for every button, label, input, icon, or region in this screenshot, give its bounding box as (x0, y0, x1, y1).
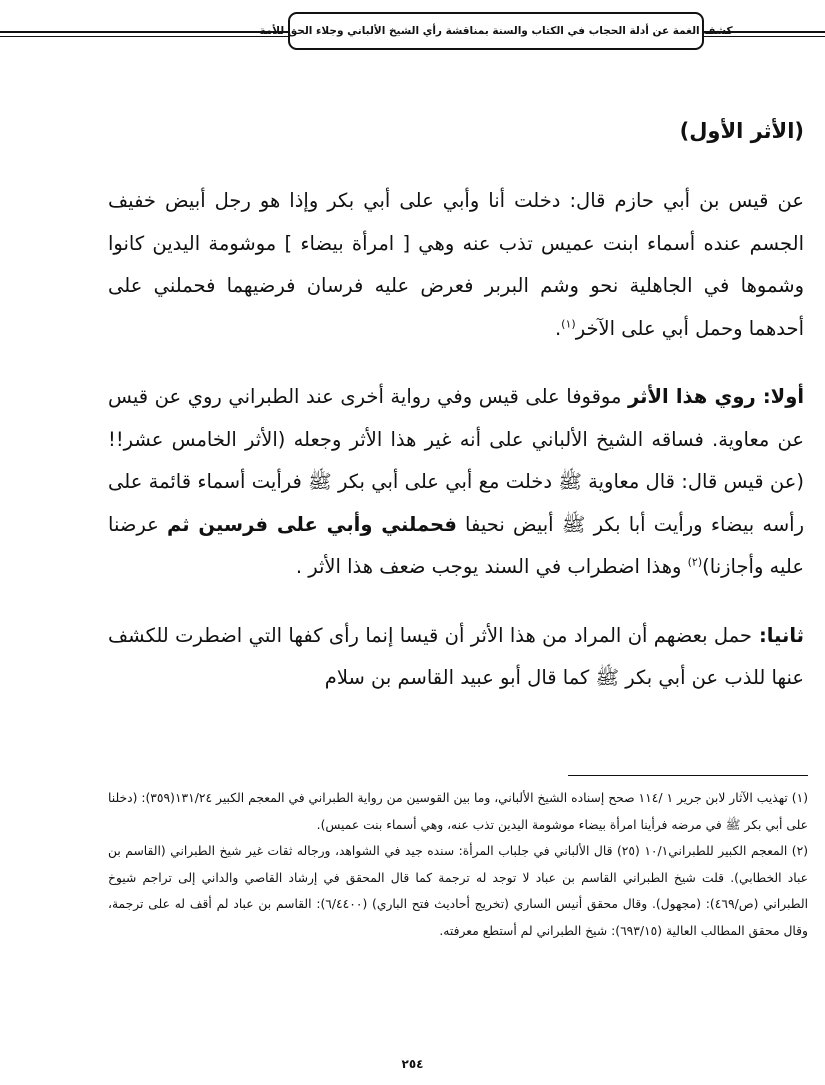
paragraph-athar-text: عن قيس بن أبي حازم قال: دخلت أنا وأبي على أبي بكر وإذا هو رجل أبيض خفيف الجسم عنده أسماء ابنت عميس تذب عنه وهي [ امرأة بيضاء ] موشومة اليدين كانوا وشموها في الجاهلية نحو وشم البربر فعرض عليه فرسان فرضيهما فحملني على أحدهما وحمل أبي على الآخر (108, 189, 804, 340)
footnote-ref-2[interactable]: (٢) (687, 555, 703, 569)
first-point-text: موقوفا على قيس وفي رواية أخرى عند الطبراني روي عن قيس عن معاوية. فساقه الشيخ الألباني على أنه غير هذا الأثر وجعله (الأثر الخامس عشر!! (عن قيس قال: قال معاوية ﷺ دخلت مع أبي على أبي بكر ﷺ فرأيت أسماء قائمة على رأسه بيضاء ورأيت أبا بكر ﷺ أبيض نحيفا (108, 385, 804, 536)
first-point-bold-quote: فحملني وأبي على فرسين ثم (167, 512, 457, 536)
paragraph-second-point (108, 615, 804, 700)
paragraph-athar (108, 180, 804, 350)
running-header-title: كشف الغمة عن أدلة الحجاب في الكتاب والسنة بمناقشة رأي الشيخ الألباني وجلاء الحق للأمة (259, 25, 733, 37)
footnotes (108, 785, 808, 944)
footnote-1: (١) تهذيب الآثار لابن جرير ١ /١١٤ صحح إسناده الشيخ الألباني، وما بين القوسين من رواية الطبراني في المعجم الكبير ١٣١/٢٤(٣٥٩): (دخلنا على أبي بكر ﷺ في مرضه فرأينا امرأة بيضاء موشومة اليدين تذب عنه، وهي أسماء بنت عميس). (108, 791, 808, 832)
paragraph-first-point (108, 376, 804, 589)
running-header (259, 12, 733, 50)
first-point-bold: روي هذا الأثر (628, 385, 756, 408)
main-text (108, 110, 804, 700)
footnote-ref-1[interactable]: (١) (561, 317, 576, 330)
second-point-lead: ثانيا: (751, 623, 804, 647)
page-number: ٢٥٤ (401, 1057, 424, 1071)
footnote-separator (568, 775, 808, 776)
first-point-text-3: وهذا اضطراب في السند يوجب ضعف هذا الأثر . (295, 555, 688, 578)
footnote-2: (٢) المعجم الكبير للطبراني١٠/١ (٢٥) قال الألباني في جلباب المرأة: سنده جيد في الشواهد، ورجاله ثقات غير شيخ الطبراني (القاسم بن عباد الخطابي). قلت شيخ الطبراني القاسم بن عباد لا توجد له ترجمة كما قال المحقق في إرشاد القاصي والداني إلى تراجم شيوخ الطبراني (ص/٤٦٩): (مجهول). وقال محقق أنيس الساري (تخريج أحاديث فتح الباري) (٦/٤٤٠٠): القاسم بن عباد لم أقف له على ترجمة، وقال محقق المطالب العالية (٦٩٣/١٥): شيخ الطبراني لم أستطع معرفته. (108, 844, 809, 938)
second-point-text: حمل بعضهم أن المراد من هذا الأثر أن قيسا إنما رأى كفها التي اضطرت للكشف عنها للذب عن أبي بكر ﷺ كما قال أبو عبيد القاسم بن سلام (108, 623, 804, 689)
first-point-lead: أولا: (755, 385, 805, 408)
section-heading: (الأثر الأول) (679, 119, 804, 143)
paragraph-athar-end: . (554, 316, 562, 340)
first-point-text-2: عرضنا عليه وأجازنا) (108, 512, 804, 578)
